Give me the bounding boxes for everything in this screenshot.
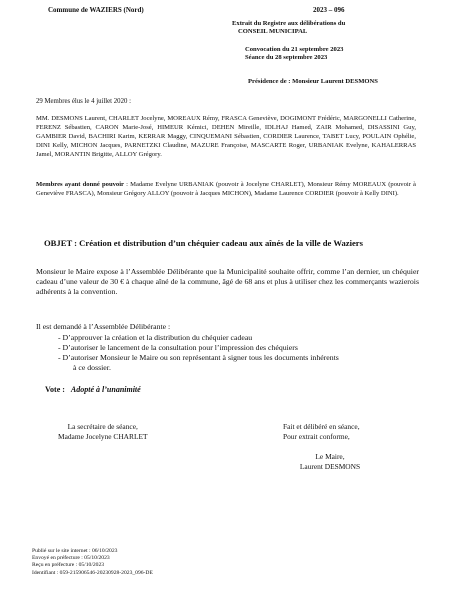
proxy-label: Membres ayant donné pouvoir xyxy=(36,181,124,188)
footer-identifier: Identifiant : 059-215906546-20230928-2023_096-DE xyxy=(32,569,153,576)
footer-received: Reçu en préfecture : 05/10/2023 xyxy=(32,562,105,569)
request-item: - D’autoriser le lancement de la consultation pour l’impression des chéquiers xyxy=(58,343,298,352)
footer-sent: Envoyé en préfecture : 05/10/2023 xyxy=(32,555,110,562)
secretary-name: Madame Jocelyne CHARLET xyxy=(58,432,148,441)
mayor-signature xyxy=(290,452,370,472)
session-date: Séance du 28 septembre 2023 xyxy=(245,54,328,61)
secretary-signature xyxy=(58,422,148,442)
members-list: MM. DESMONS Laurent, CHARLET Jocelyne, MOREAUX Rémy, FRASCA Geneviève, DOGIMONT Frédéric, MARGONELLI Catherine, FERENZ Sébastien, CARON Marie-José, HIMEUR Kémici, DEHEN Mireille, IDLHAJ Hamed, ZAIR Mohamed, DISASSINI Guy, GAMBIER David, BACHIRI Karim, KERRAR Maggy, CINQUEMANI Sébastien, CORDIER Laurence, TABET Lucy, POULAIN Ophélie, DINI Kelly, MICHON Jacques, PARNETZKI Claudine, MAZURE Françoise, MASCARTE Roger, URBANIAK Evelyne, KAHALERRAS Jamel, MORANTIN Brigitte, ALLOY Grégory. xyxy=(36,115,416,158)
mayor-title: Le Maire, xyxy=(315,452,345,461)
vote-result: Adopté à l’unanimité xyxy=(70,385,141,394)
request-item: - D’autoriser Monsieur le Maire ou son représentant à signer tous les documents inhérents xyxy=(58,353,339,362)
certification-line-2: Pour extrait conforme, xyxy=(283,432,350,441)
publication-footer xyxy=(32,548,153,577)
extract-line-1: Extrait du Registre aux délibérations du xyxy=(232,20,346,27)
subject-title: OBJET : Création et distribution d’un chéquier cadeau aux aînés de la ville de Waziers xyxy=(44,238,363,248)
proxy-text: : Madame Evelyne URBANIAK (pouvoir à Jocelyne CHARLET), Monsieur Rémy MOREAUX (pouvoir à Geneviève FRASCA), Monsieur Grégory ALLOY (pouvoir à Jacques MICHON), Madame Laurence CORDIER (pouvoir à Kelly DINI). xyxy=(36,181,416,197)
convocation-block xyxy=(245,46,405,62)
vote-line xyxy=(45,385,141,394)
request-list xyxy=(58,333,378,373)
secretary-title: La secrétaire de séance, xyxy=(67,422,138,431)
extract-certification xyxy=(283,422,360,442)
mayor-name: Laurent DESMONS xyxy=(299,462,361,471)
members-intro: 29 Membres élus le 4 juillet 2020 : xyxy=(36,98,131,105)
request-intro: Il est demandé à l’Assemblée Délibérante : xyxy=(36,322,171,331)
request-item: - D’approuver la création et la distribution du chéquier cadeau xyxy=(58,333,253,342)
presidence: Présidence de : Monsieur Laurent DESMONS xyxy=(248,78,378,85)
commune-header: Commune de WAZIERS (Nord) xyxy=(48,6,144,14)
extract-line-2: CONSEIL MUNICIPAL xyxy=(238,28,308,35)
proxy-members xyxy=(36,180,416,198)
convocation-date: Convocation du 21 septembre 2023 xyxy=(245,46,344,53)
expose-paragraph: Monsieur le Maire expose à l’Assemblée Délibérante que la Municipalité souhaite offrir, comme l’an dernier, un chéquier cadeau d’une valeur de 30 € à chaque aîné de la commune, âgé de 68 ans et plus à utiliser chez les commerçants wazierois adhérents à la convention. xyxy=(36,267,419,296)
extract-title xyxy=(232,20,402,36)
deliberation-number: 2023 – 096 xyxy=(313,6,345,14)
request-item-continuation: à ce dossier. xyxy=(73,363,111,372)
footer-published: Publié sur le site internet : 06/10/2023 xyxy=(32,548,118,554)
certification-line-1: Fait et délibéré en séance, xyxy=(283,422,360,431)
vote-label: Vote : xyxy=(45,385,65,394)
